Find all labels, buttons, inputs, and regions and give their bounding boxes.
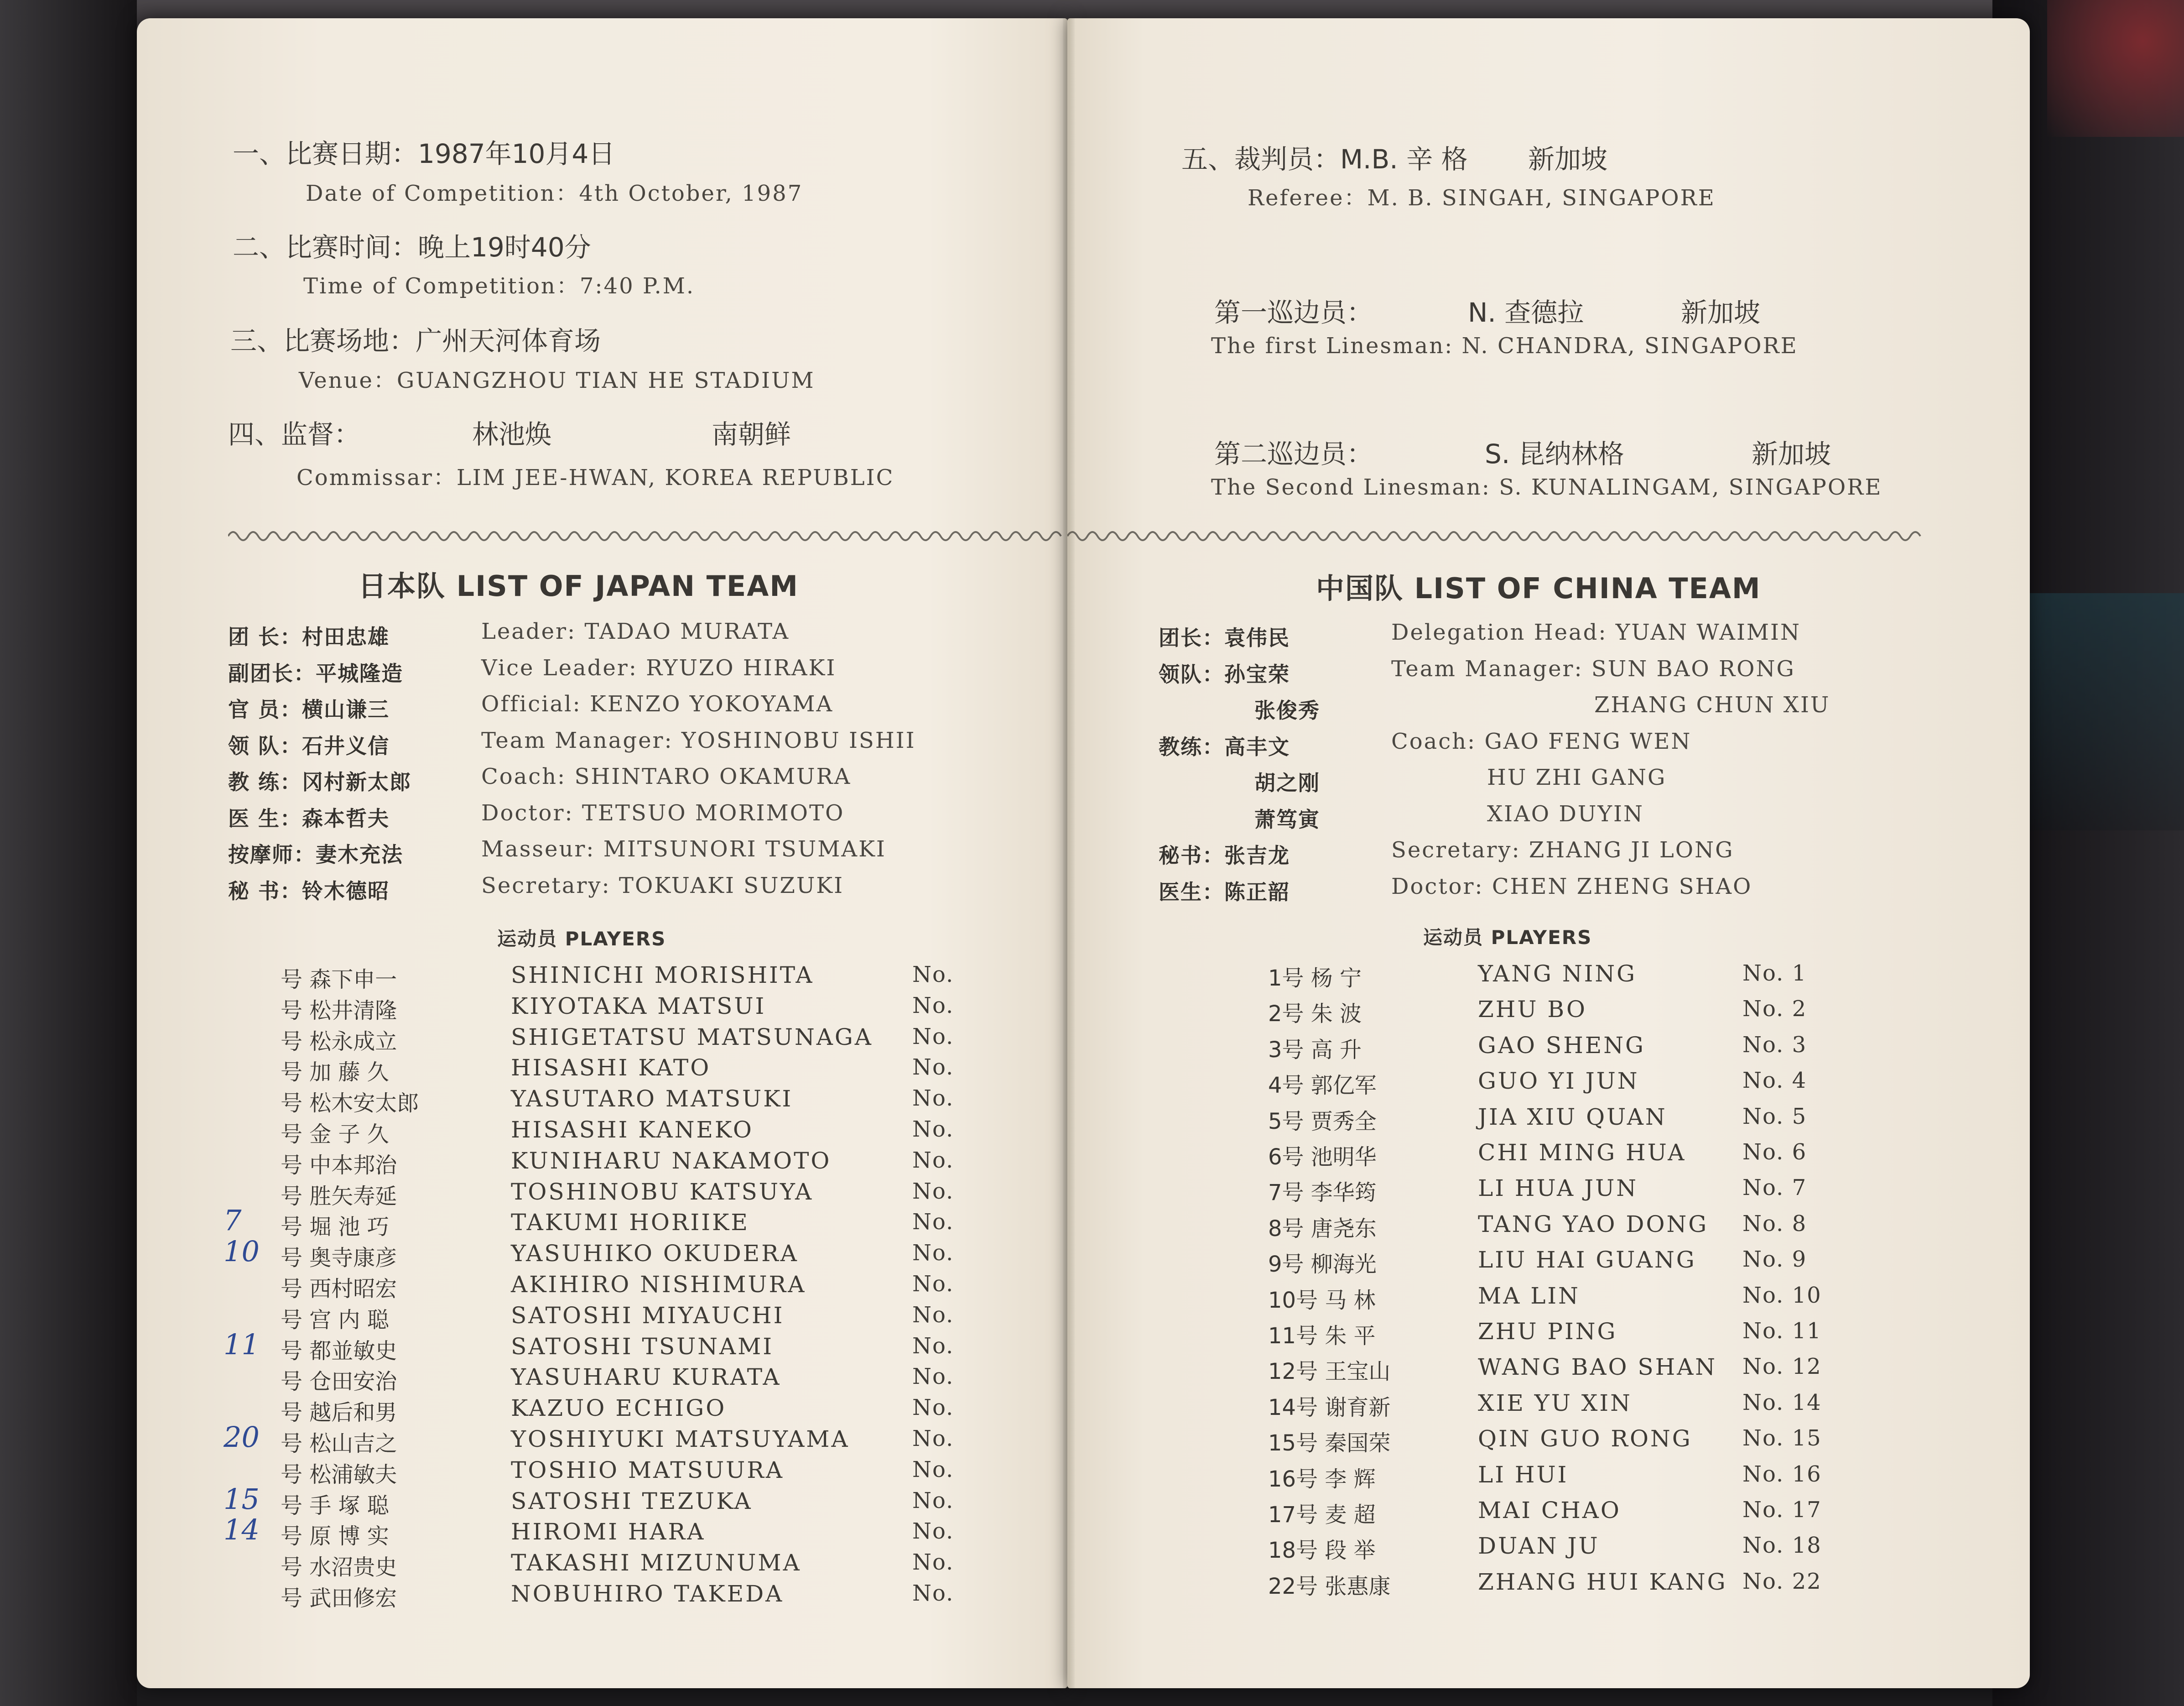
china-player-name-en: LI HUI: [1478, 1461, 1569, 1488]
japan-staff-name-en: Team Manager: YOSHINOBU ISHII: [481, 727, 916, 753]
japan-player-name-en: KUNIHARU NAKAMOTO: [511, 1147, 832, 1174]
info-commissar-label: 四、监督：: [228, 419, 361, 450]
japan-player-name-en: YOSHIYUKI MATSUYAMA: [511, 1426, 850, 1452]
china-player-name-cn: 9号 柳海光: [1268, 1252, 1377, 1278]
china-staff-role-cn: 萧笃寅: [1254, 807, 1320, 832]
china-player-name-en: JIA XIU QUAN: [1478, 1103, 1667, 1130]
japan-player-name-cn: 号 武田修宏: [281, 1586, 397, 1611]
china-player-number: No. 1: [1742, 960, 1807, 986]
japan-staff-role-cn: 秘 书：铃木德昭: [228, 878, 390, 903]
japan-player-name-cn: 号 中本邦治: [281, 1152, 397, 1178]
china-player-number: No. 18: [1742, 1533, 1822, 1559]
right-page: [1067, 18, 2030, 1688]
china-player-name-cn: 6号 池明华: [1268, 1144, 1377, 1170]
japan-player-name-cn: 号 越后和男: [281, 1400, 397, 1426]
info-venue-cn: 三、比赛场地：广州天河体育场: [230, 325, 601, 356]
china-player-name-cn: 16号 李 辉: [1268, 1466, 1376, 1492]
china-player-number: No. 7: [1742, 1175, 1807, 1201]
japan-player-number: No.: [912, 1302, 954, 1328]
japan-player-name-cn: 号 胜矢寿延: [281, 1183, 397, 1209]
japan-player-name-en: TAKASHI MIZUNUMA: [511, 1549, 801, 1576]
japan-staff-name-en: Secretary: TOKUAKI SUZUKI: [481, 872, 844, 898]
china-player-number: No. 3: [1742, 1032, 1807, 1058]
japan-player-name-en: SATOSHI TSUNAMI: [511, 1333, 774, 1360]
info-date-en: Date of Competition：4th October, 1987: [306, 181, 803, 206]
china-player-name-cn: 5号 贾秀全: [1268, 1108, 1377, 1134]
japan-player-number: No.: [912, 962, 954, 987]
china-staff-name-en: HU ZHI GANG: [1487, 765, 1667, 790]
china-player-name-cn: 2号 朱 波: [1268, 1001, 1362, 1027]
linesman1-country-cn: 新加坡: [1681, 297, 1761, 328]
handwritten-shirt-number: 11: [224, 1327, 260, 1361]
china-player-name-en: YANG NING: [1478, 960, 1637, 987]
info-time-cn: 二、比赛时间：晚上19时40分: [233, 232, 591, 263]
info-commissar-country-cn: 南朝鲜: [712, 419, 791, 450]
china-player-name-cn: 17号 麦 超: [1268, 1502, 1376, 1528]
china-player-name-cn: 1号 杨 宁: [1268, 965, 1362, 991]
linesman1-label-cn: 第一巡边员：: [1214, 297, 1373, 328]
japan-player-number: No.: [912, 1085, 954, 1111]
japan-player-name-en: TAKUMI HORIIKE: [511, 1209, 749, 1236]
handwritten-shirt-number: 10: [224, 1235, 260, 1268]
japan-player-name-en: KIYOTAKA MATSUI: [511, 992, 766, 1019]
china-staff-name-en: Secretary: ZHANG JI LONG: [1391, 837, 1734, 863]
japan-player-number: No.: [912, 1271, 954, 1297]
linesman2-label-cn: 第二巡边员：: [1214, 438, 1373, 470]
info-date-cn: 一、比赛日期：1987年10月4日: [233, 138, 615, 169]
japan-player-number: No.: [912, 1549, 954, 1576]
japan-staff-name-en: Leader: TADAO MURATA: [481, 619, 790, 644]
japan-player-number: No.: [912, 992, 954, 1018]
china-player-number: No. 12: [1742, 1354, 1822, 1380]
handwritten-shirt-number: 14: [224, 1513, 260, 1547]
background-left: [0, 0, 137, 1706]
booklet-fold: [1063, 18, 1075, 1688]
china-player-number: No. 17: [1742, 1497, 1822, 1523]
japan-staff-role-cn: 教 练：冈村新太郎: [228, 770, 412, 794]
japan-player-name-en: SHIGETATSU MATSUNAGA: [511, 1023, 873, 1050]
handwritten-shirt-number: 15: [224, 1482, 260, 1516]
background-red-object: [2047, 0, 2184, 137]
linesman1-en: The first Linesman: N. CHANDRA, SINGAPORE: [1211, 333, 1798, 359]
japan-staff-role-cn: 领 队：石井义信: [228, 733, 390, 758]
japan-player-name-cn: 号 仓田安治: [281, 1369, 397, 1395]
japan-player-name-cn: 号 原 博 实: [281, 1523, 389, 1549]
japan-player-number: No.: [912, 1518, 954, 1544]
china-player-name-cn: 3号 高 升: [1268, 1037, 1362, 1063]
japan-player-name-en: TOSHIO MATSUURA: [511, 1456, 785, 1483]
japan-player-name-en: HISASHI KATO: [511, 1054, 711, 1081]
china-player-name-cn: 10号 马 林: [1268, 1287, 1376, 1313]
china-player-name-cn: 15号 秦国荣: [1268, 1430, 1391, 1456]
left-page: [137, 18, 1067, 1688]
china-staff-role-cn: 医生：陈正韶: [1159, 879, 1290, 904]
japan-staff-role-cn: 副团长：平城隆造: [228, 661, 403, 686]
china-player-name-en: ZHU BO: [1478, 996, 1587, 1023]
japan-player-name-cn: 号 松木安太郎: [281, 1090, 419, 1116]
japan-player-name-en: YASUHIKO OKUDERA: [511, 1240, 799, 1267]
china-player-name-en: TANG YAO DONG: [1478, 1210, 1709, 1237]
china-staff-role-cn: 秘书：张吉龙: [1159, 843, 1290, 868]
japan-player-number: No.: [912, 1581, 954, 1606]
china-player-name-en: LIU HAI GUANG: [1478, 1247, 1696, 1273]
china-player-name-cn: 22号 张惠康: [1268, 1573, 1391, 1599]
china-players-header: 运动员 PLAYERS: [1423, 926, 1592, 949]
japan-player-name-cn: 号 松井清隆: [281, 997, 397, 1023]
china-player-name-en: MAI CHAO: [1478, 1497, 1621, 1523]
china-player-name-cn: 8号 唐尧东: [1268, 1216, 1377, 1242]
china-player-number: No. 5: [1742, 1103, 1807, 1129]
china-player-name-cn: 14号 谢育新: [1268, 1394, 1391, 1420]
handwritten-shirt-number: 7: [224, 1204, 242, 1237]
japan-player-name-cn: 号 松山吉之: [281, 1431, 397, 1456]
japan-staff-role-cn: 官 员：横山谦三: [228, 697, 390, 722]
china-player-number: No. 6: [1742, 1139, 1807, 1165]
japan-player-name-cn: 号 西村昭宏: [281, 1276, 397, 1302]
referee-en: Referee：M. B. SINGAH, SINGAPORE: [1248, 185, 1716, 211]
japan-player-name-cn: 号 堀 池 巧: [281, 1214, 389, 1240]
china-player-name-en: ZHANG HUI KANG: [1478, 1568, 1727, 1595]
ornamental-divider-right: [1067, 527, 1925, 545]
japan-player-name-en: SATOSHI TEZUKA: [511, 1487, 753, 1514]
japan-player-name-en: SHINICHI MORISHITA: [511, 962, 814, 988]
china-player-name-en: WANG BAO SHAN: [1478, 1354, 1717, 1381]
japan-player-name-en: YASUTARO MATSUKI: [511, 1085, 793, 1112]
china-player-name-en: XIE YU XIN: [1478, 1389, 1632, 1416]
japan-player-number: No.: [912, 1240, 954, 1266]
japan-player-number: No.: [912, 1487, 954, 1513]
referee-cn: 五、裁判员：M.B. 辛 格: [1181, 144, 1468, 175]
referee-country-cn: 新加坡: [1528, 144, 1608, 175]
japan-player-number: No.: [912, 1023, 954, 1049]
japan-player-number: No.: [912, 1395, 954, 1421]
china-player-number: No. 15: [1742, 1425, 1822, 1451]
japan-player-name-en: HISASHI KANEKO: [511, 1116, 754, 1143]
info-venue-en: Venue：GUANGZHOU TIAN HE STADIUM: [299, 368, 815, 393]
linesman2-en: The Second Linesman: S. KUNALINGAM, SINGAPORE: [1211, 475, 1882, 500]
japan-player-name-cn: 号 奥寺康彦: [281, 1245, 397, 1271]
ornamental-divider-left: [228, 527, 1067, 545]
china-player-name-en: GUO YI JUN: [1478, 1068, 1639, 1095]
japan-staff-role-cn: 按摩师：妻木充法: [228, 842, 403, 867]
japan-player-name-cn: 号 金 子 久: [281, 1122, 389, 1147]
china-player-name-en: MA LIN: [1478, 1282, 1580, 1309]
china-staff-name-en: XIAO DUYIN: [1487, 801, 1644, 827]
japan-staff-name-en: Masseur: MITSUNORI TSUMAKI: [481, 836, 886, 862]
japan-player-number: No.: [912, 1333, 954, 1359]
japan-staff-role-cn: 团 长：村田忠雄: [228, 625, 390, 649]
china-player-name-en: QIN GUO RONG: [1478, 1425, 1692, 1452]
japan-staff-role-cn: 医 生：森本哲夫: [228, 806, 390, 831]
japan-player-name-cn: 号 宫 内 聪: [281, 1307, 389, 1333]
china-player-number: No. 10: [1742, 1282, 1822, 1308]
japan-player-number: No.: [912, 1209, 954, 1235]
japan-player-name-cn: 号 松浦敏夫: [281, 1461, 397, 1487]
china-player-number: No. 22: [1742, 1568, 1822, 1594]
china-player-number: No. 16: [1742, 1461, 1822, 1487]
japan-player-number: No.: [912, 1147, 954, 1173]
japan-player-number: No.: [912, 1054, 954, 1080]
japan-staff-name-en: Official: KENZO YOKOYAMA: [481, 691, 834, 717]
japan-player-name-en: AKIHIRO NISHIMURA: [511, 1271, 806, 1298]
china-player-name-en: DUAN JU: [1478, 1533, 1600, 1560]
china-player-name-cn: 11号 朱 平: [1268, 1323, 1376, 1349]
japan-player-name-cn: 号 手 塚 聪: [281, 1492, 389, 1518]
japan-player-name-en: HIROMI HARA: [511, 1518, 706, 1545]
japan-player-number: No.: [912, 1178, 954, 1204]
match-programme-booklet: [137, 18, 2030, 1693]
china-staff-name-en: ZHANG CHUN XIU: [1594, 692, 1830, 718]
japan-player-name-cn: 号 松永成立: [281, 1028, 397, 1054]
japan-player-number: No.: [912, 1364, 954, 1390]
info-time-en: Time of Competition：7:40 P.M.: [303, 273, 695, 299]
china-player-name-en: CHI MING HUA: [1478, 1139, 1686, 1166]
japan-player-name-en: TOSHINOBU KATSUYA: [511, 1178, 814, 1205]
linesman1-name-cn: N. 查德拉: [1468, 297, 1584, 328]
linesman2-country-cn: 新加坡: [1752, 438, 1831, 470]
china-team-title: 中国队 LIST OF CHINA TEAM: [1316, 572, 1761, 605]
japan-staff-name-en: Doctor: TETSUO MORIMOTO: [481, 800, 845, 826]
china-player-name-cn: 7号 李华筠: [1268, 1180, 1377, 1206]
china-player-name-cn: 12号 王宝山: [1268, 1359, 1391, 1385]
info-commissar-name-cn: 林池焕: [472, 419, 552, 450]
china-player-name-en: GAO SHENG: [1478, 1032, 1645, 1059]
japan-team-title: 日本队 LIST OF JAPAN TEAM: [358, 569, 799, 603]
china-player-name-en: ZHU PING: [1478, 1318, 1617, 1345]
japan-player-number: No.: [912, 1456, 954, 1482]
china-player-number: No. 9: [1742, 1247, 1807, 1273]
japan-player-name-cn: 号 森下申一: [281, 967, 397, 992]
china-staff-role-cn: 领队：孙宝荣: [1159, 662, 1290, 687]
china-player-number: No. 14: [1742, 1389, 1822, 1415]
japan-player-name-cn: 号 水沼贵史: [281, 1555, 397, 1581]
japan-staff-name-en: Vice Leader: RYUZO HIRAKI: [481, 655, 837, 681]
china-staff-name-en: Doctor: CHEN ZHENG SHAO: [1391, 873, 1752, 899]
japan-player-number: No.: [912, 1426, 954, 1451]
japan-player-name-en: YASUHARU KURATA: [511, 1364, 781, 1391]
japan-player-name-cn: 号 都並敏史: [281, 1338, 397, 1364]
china-player-number: No. 4: [1742, 1068, 1807, 1094]
japan-player-number: No.: [912, 1116, 954, 1142]
china-player-name-cn: 4号 郭亿军: [1268, 1073, 1377, 1099]
china-player-number: No. 2: [1742, 996, 1807, 1022]
linesman2-name-cn: S. 昆纳林格: [1485, 438, 1624, 470]
info-commissar-en: Commissar：LIM JEE-HWAN, KOREA REPUBLIC: [296, 465, 894, 490]
china-player-name-cn: 18号 段 举: [1268, 1538, 1376, 1564]
handwritten-shirt-number: 20: [224, 1420, 260, 1454]
china-staff-role-cn: 张俊秀: [1254, 698, 1320, 723]
china-staff-name-en: Delegation Head: YUAN WAIMIN: [1391, 620, 1801, 645]
china-staff-role-cn: 团长：袁伟民: [1159, 626, 1290, 650]
japan-player-name-cn: 号 加 藤 久: [281, 1059, 389, 1085]
japan-staff-name-en: Coach: SHINTARO OKAMURA: [481, 764, 852, 789]
china-player-name-en: LI HUA JUN: [1478, 1175, 1638, 1202]
japan-players-header: 运动员 PLAYERS: [497, 928, 666, 950]
china-staff-name-en: Team Manager: SUN BAO RONG: [1391, 656, 1795, 682]
china-player-number: No. 8: [1742, 1210, 1807, 1236]
japan-player-name-en: NOBUHIRO TAKEDA: [511, 1581, 784, 1607]
china-staff-name-en: Coach: GAO FENG WEN: [1391, 728, 1692, 754]
china-player-number: No. 11: [1742, 1318, 1822, 1344]
china-staff-role-cn: 胡之刚: [1254, 771, 1320, 795]
china-staff-role-cn: 教练：高丰文: [1159, 734, 1290, 759]
japan-player-name-en: SATOSHI MIYAUCHI: [511, 1302, 785, 1329]
japan-player-name-en: KAZUO ECHIGO: [511, 1395, 727, 1422]
